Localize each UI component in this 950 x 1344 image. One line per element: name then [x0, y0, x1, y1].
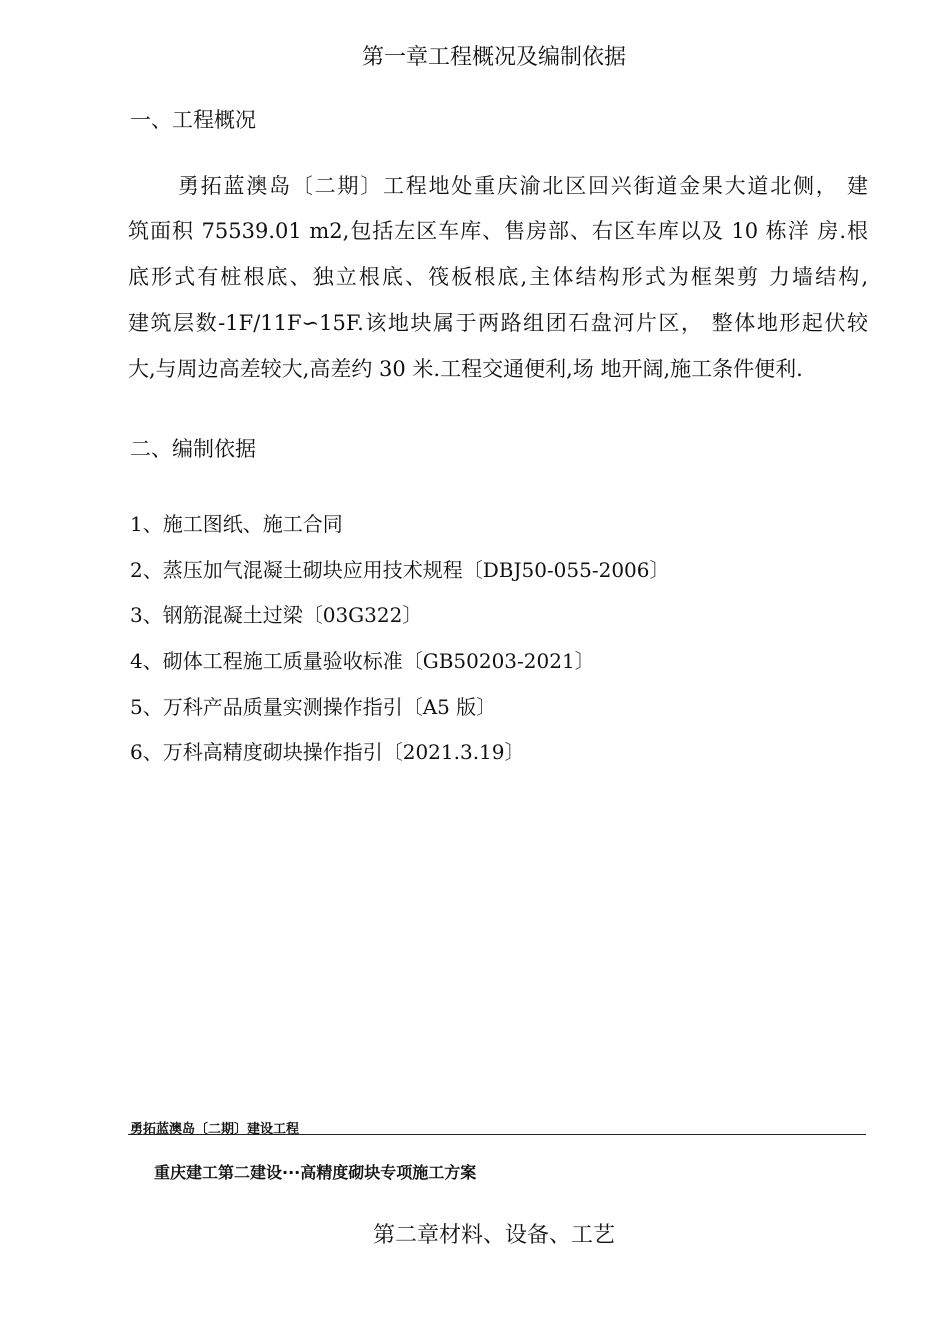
reference-item: 4、砌体工程施工质量验收标准〔GB50203-2021〕 — [130, 649, 595, 673]
chapter1-title: 第一章工程概况及编制依据 — [361, 45, 626, 70]
section2-heading: 二、编制依据 — [130, 437, 256, 461]
reference-item: 2、蒸压加气混凝土砌块应用技术规程〔DBJ50-055-2006〕 — [130, 558, 670, 582]
paragraph-line: 大,与周边高差较大,高差约 30 米.工程交通便利,场 地开阔,施工条件便利. — [128, 357, 803, 381]
reference-item: 6、万科高精度砌块操作指引〔2021.3.19〕 — [130, 740, 525, 764]
paragraph-line: 底形式有桩根底、独立根底、筏板根底,主体结构形式为框架剪 力墙结构, — [128, 265, 868, 289]
reference-item: 5、万科产品质量实测操作指引〔A5 版〕 — [130, 695, 497, 719]
footer-subtitle: 重庆建工第二建设···高精度砌块专项施工方案 — [154, 1163, 477, 1182]
paragraph-line: 筑面积 75539.01 m2,包括左区车库、售房部、右区车库以及 10 栋洋 房.根 — [128, 219, 868, 243]
paragraph-line: 建筑层数-1F/11F∽15F.该地块属于两路组团石盘河片区， 整体地形起伏较 — [128, 311, 868, 335]
section1-heading: 一、工程概况 — [130, 108, 256, 132]
reference-item: 1、施工图纸、施工合同 — [130, 512, 343, 536]
chapter2-title: 第二章材料、设备、工艺 — [372, 1223, 615, 1248]
paragraph-line: 勇拓蓝澳岛〔二期〕工程地处重庆渝北区回兴街道金果大道北侧， 建 — [178, 174, 868, 198]
footer-project-name: 勇拓蓝澳岛〔二期〕建设工程 — [130, 1122, 300, 1137]
reference-item: 3、钢筋混凝土过梁〔03G322〕 — [130, 603, 423, 627]
footer-divider — [128, 1134, 866, 1135]
